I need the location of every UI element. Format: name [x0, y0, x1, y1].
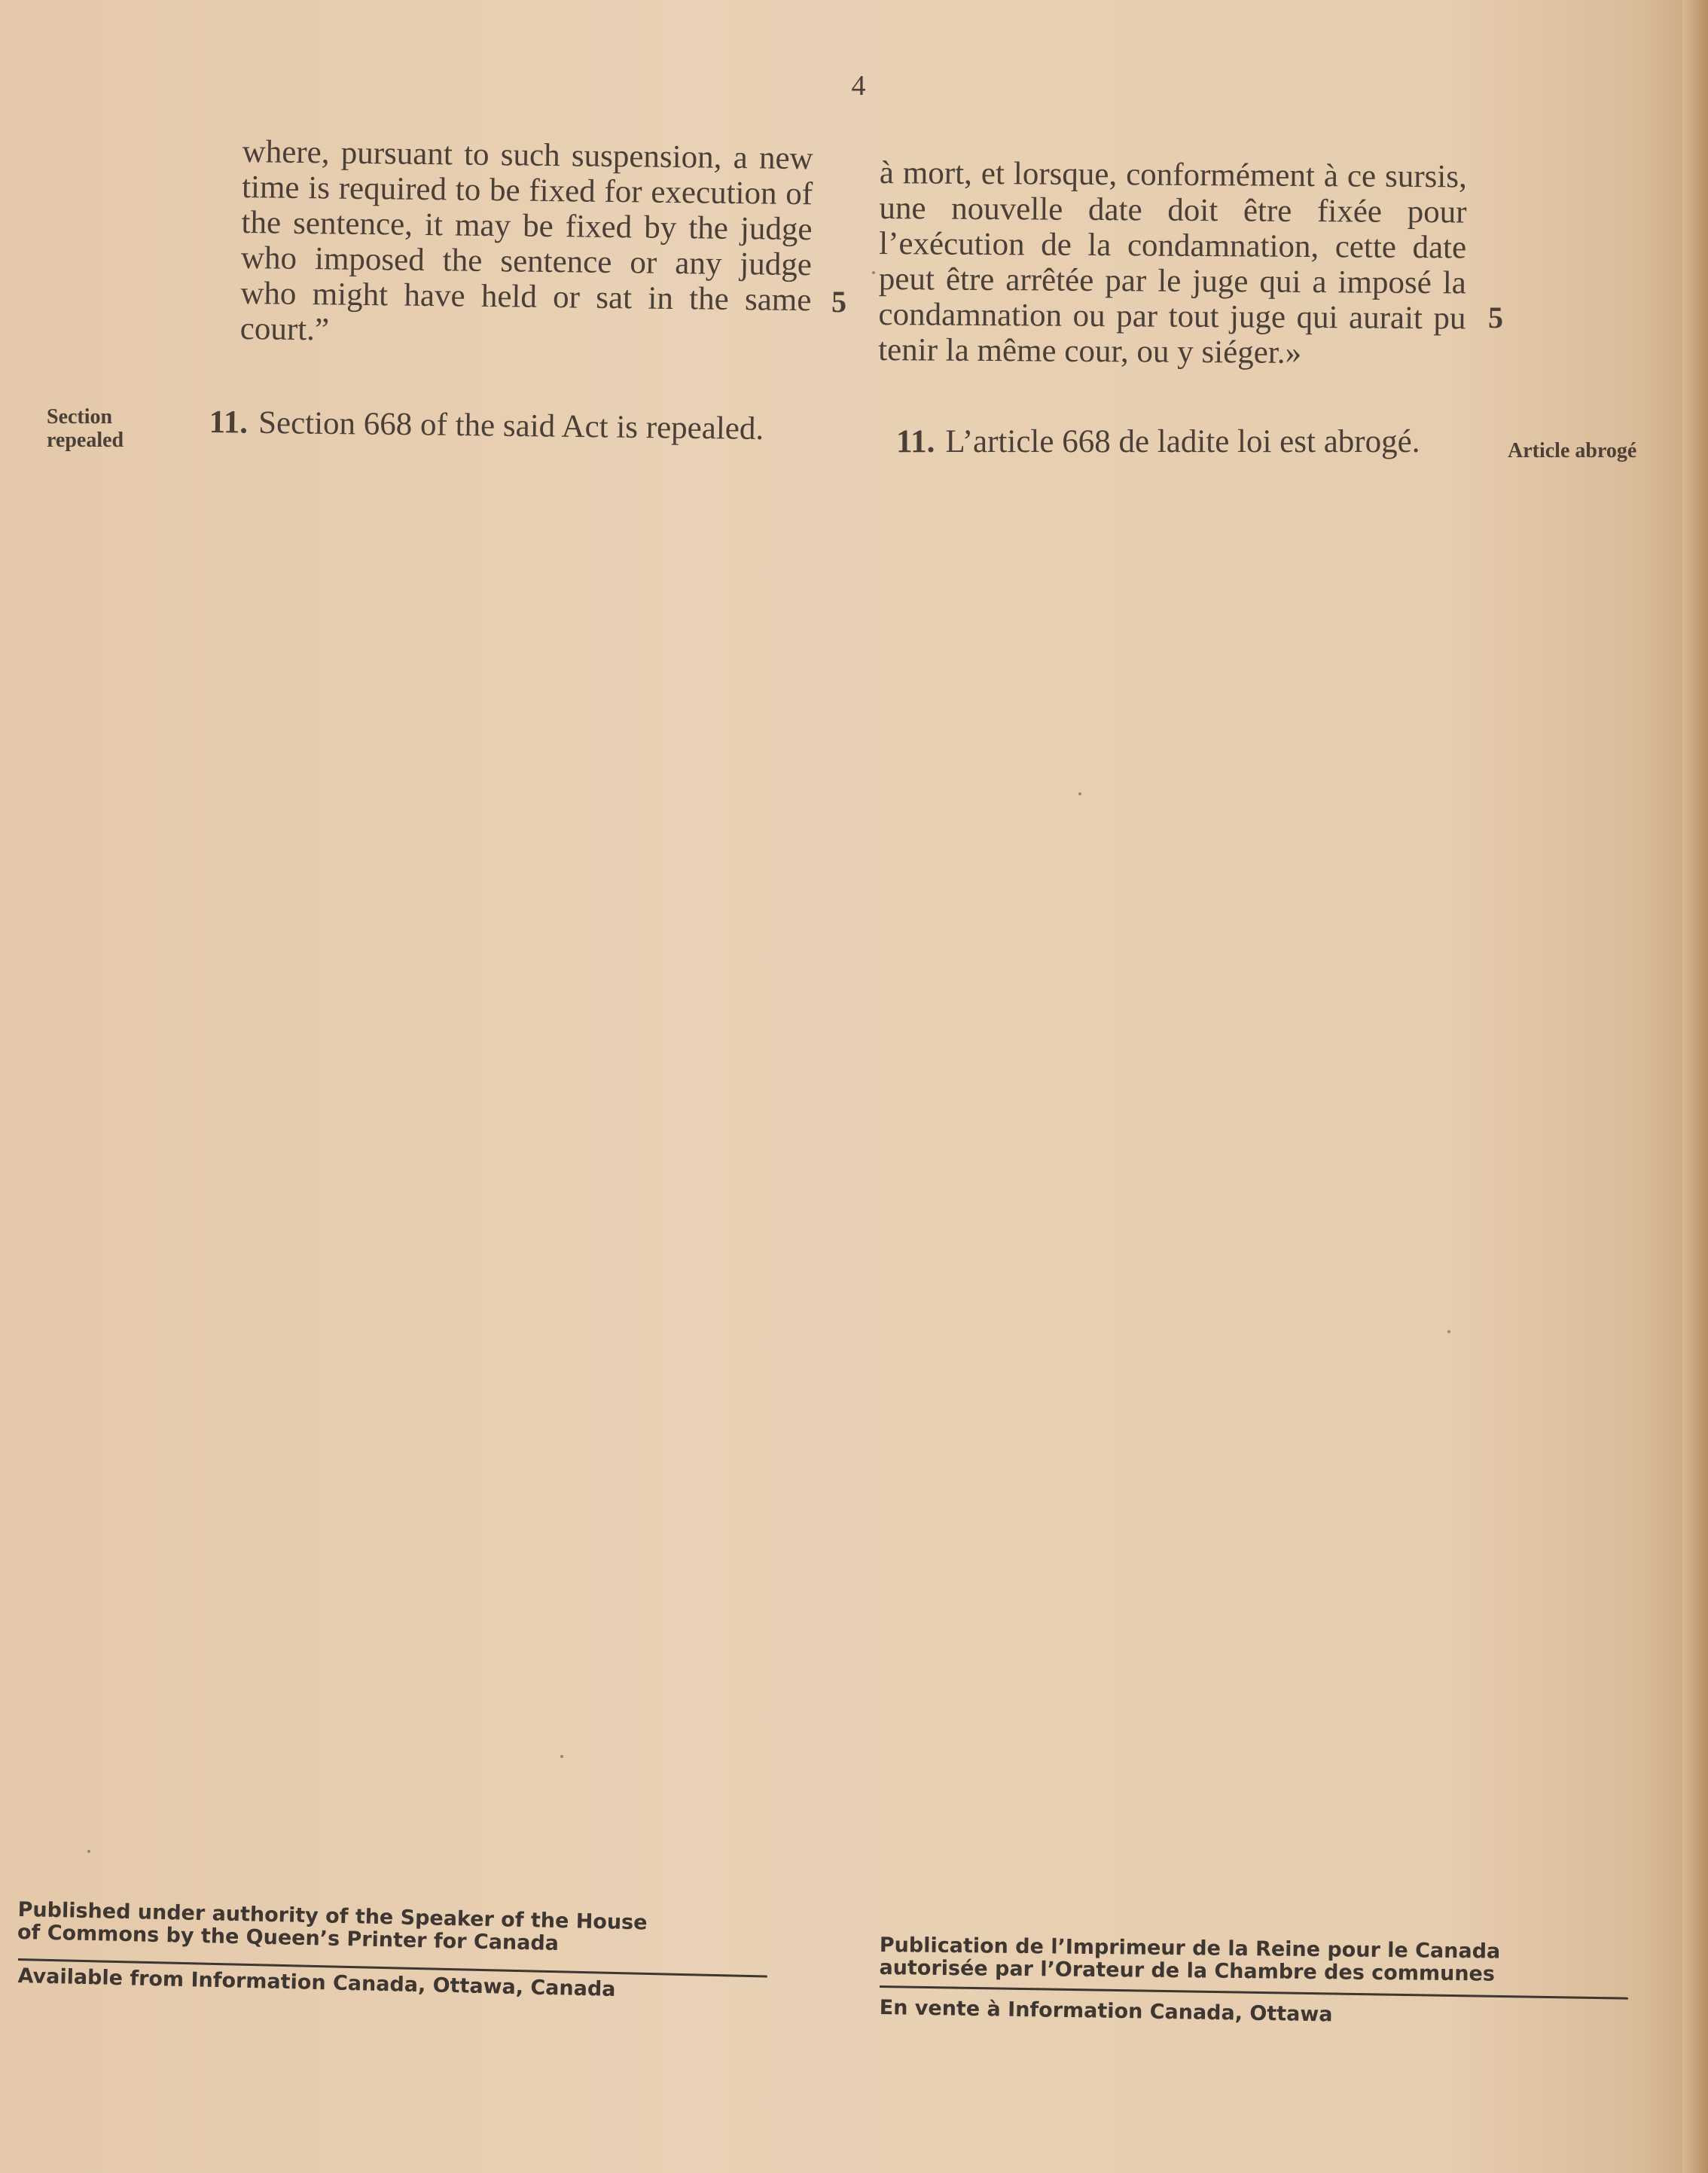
- french-imprint: Publication de l’Imprimeur de la Reine pour le Canada autorisée par l’Orateur de la Chambre des communes: [879, 1933, 1501, 1986]
- french-section-text: L’article 668 de ladite loi est abrogé.: [945, 424, 1420, 459]
- french-availability: En vente à Information Canada, Ottawa: [879, 1996, 1333, 2027]
- english-imprint: Published under authority of the Speaker of the House of Commons by the Queen’s Printer for Canada: [17, 1898, 648, 1956]
- page-number: 4: [851, 70, 866, 102]
- french-line-number: 5: [1488, 301, 1503, 334]
- english-section-number: 11.: [209, 404, 249, 441]
- english-section-11: [209, 405, 812, 447]
- paper-speck: [872, 271, 875, 274]
- english-section-text: Section 668 of the said Act is repealed.: [258, 404, 764, 447]
- english-line-number: 5: [831, 285, 846, 319]
- paper-speck: [560, 1755, 563, 1758]
- paper-speck: [1447, 1330, 1450, 1333]
- english-continuation-text: where, pursuant to such suspension, a new time is required to be fixed for execution of the sentence, it may be fixed by the judge who imposed the sentence or any judge who might have held or sat in the same court.”: [239, 134, 813, 348]
- french-margin-note: Article abrogé: [1508, 439, 1637, 462]
- paper-speck: [87, 1850, 90, 1853]
- english-margin-note: Section repealed: [47, 405, 124, 452]
- paper-speck: [1078, 792, 1081, 795]
- french-continuation-text: à mort, et lorsque, conformément à ce sursis, une nouvelle date doit être fixée pour l’exécution de la condamnation, cette date peut être arrêtée par le juge qui a imposé la condamnation ou par tout juge qui aurait pu tenir la même cour, ou y siéger.»: [878, 155, 1467, 371]
- french-section-11: [896, 425, 1484, 459]
- page-edge-shadow: [1682, 0, 1708, 2173]
- french-section-number: 11.: [896, 424, 935, 459]
- english-availability: Available from Information Canada, Ottawa, Canada: [17, 1964, 616, 2002]
